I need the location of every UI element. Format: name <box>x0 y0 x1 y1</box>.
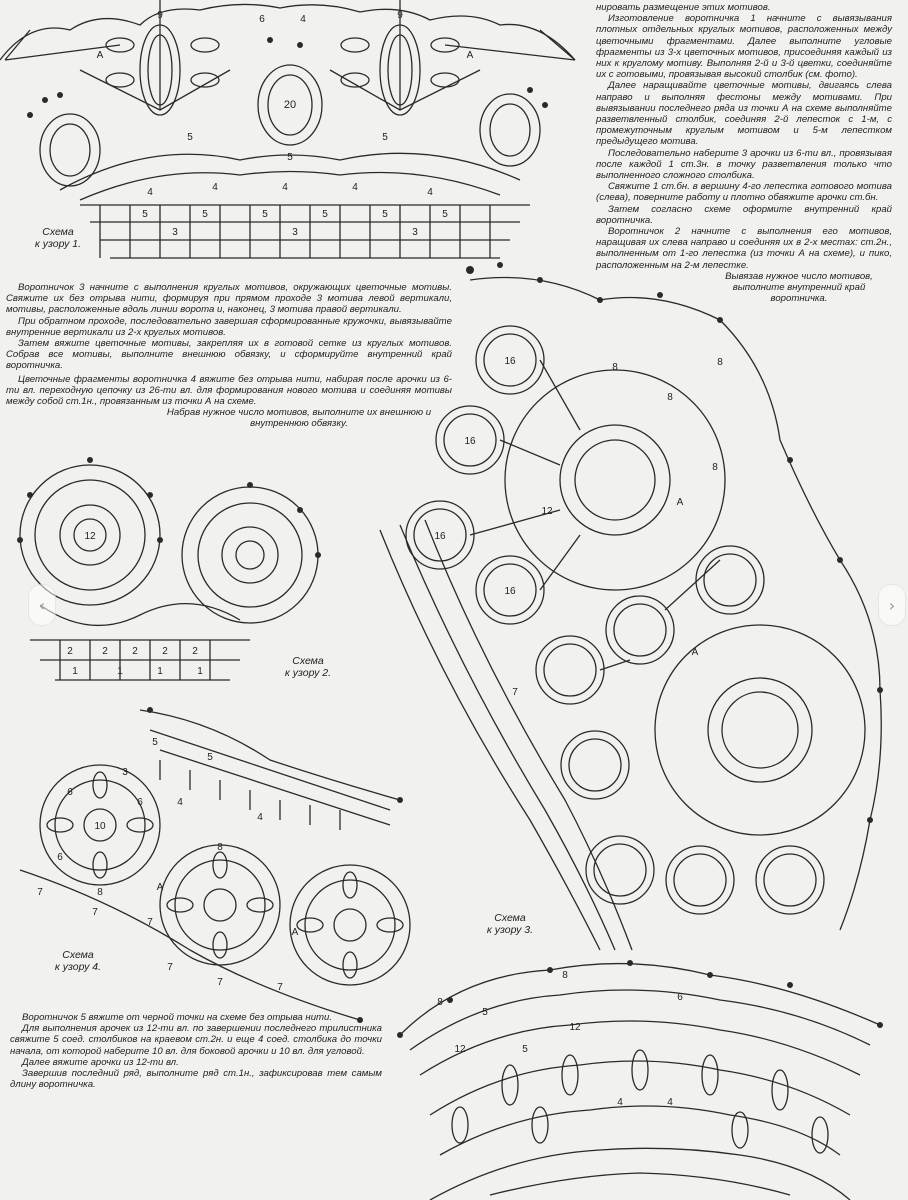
s1-num-16: 5 <box>202 209 208 220</box>
s4-num-10: 7 <box>167 962 173 973</box>
s1-num-1: 6 <box>259 14 265 25</box>
s2-num-7: 1 <box>117 666 123 677</box>
s1-num-2: 4 <box>300 14 306 25</box>
s4-num-16: A <box>291 927 299 938</box>
s1-num-7: 5 <box>187 132 193 143</box>
s1-num-22: 3 <box>292 227 298 238</box>
s5-num-3: 12 <box>569 1022 581 1033</box>
tr-para-2: Далее наращивайте цветочные мотивы, двигаясь слева направо и выполняя фестоны между мотивами. При вывязывании последнего ряда из точки А на схеме выполняйте разветвленный столбик, соединяя 2-й лепесток с 1-м, с промежуточным круглым мотивом и 5-м лепестком предыдущего мотива. <box>596 80 892 148</box>
s3-num-4: 8 <box>612 362 618 373</box>
bottom-left-text <box>10 1012 382 1090</box>
s3-num-9: A <box>691 647 699 658</box>
scheme4-caption <box>38 949 118 973</box>
s4-num-4: 6 <box>67 787 73 798</box>
scheme5-diagram <box>390 955 900 1200</box>
scheme3-caption <box>470 912 550 936</box>
s1-num-21: 3 <box>172 227 178 238</box>
s4-num-7: 7 <box>147 917 153 928</box>
s4-num-0: 10 <box>94 821 106 832</box>
s1-num-13: 4 <box>352 182 358 193</box>
tr-para-1: Изготовление воротничка 1 начните с вывязывания плотных отдельных круглых мотивов, расположенных между цветочными фрагментами. Далее выполните угловые фрагменты из 3-х цветочных мотивов, присоединяя каждый из них к круглому мотиву. Выполняя 2-й и 3-й цветки, соединяйте их с готовыми, провязывая высокий столбик (см. фото). <box>596 13 892 81</box>
s4-num-13: 4 <box>177 797 183 808</box>
s2-num-2: 2 <box>102 646 108 657</box>
s3-num-3: 16 <box>504 586 516 597</box>
tr-para-3: Последовательно наберите 3 арочки из 6-ти вл., провязывая после каждой 1 ст.3н. в точку разветвления только что выполненного сложного столбика. <box>596 147 892 182</box>
scheme4-caption-line2: к узору 4. <box>54 961 102 973</box>
ml-para-1: При обратном проходе, последовательно завершая сформированные кружочки, вывязывайте внутренние вертикали из 2-х круглых мотивов. <box>6 315 452 338</box>
scheme2-caption-line2: к узору 2. <box>284 667 332 679</box>
scheme4-diagram <box>10 700 440 1030</box>
chevron-left-icon: ‹ <box>38 595 46 615</box>
s2-num-9: 1 <box>197 666 203 677</box>
scheme2-caption <box>268 655 348 679</box>
s5-num-6: 6 <box>677 992 683 1003</box>
s5-num-8: 4 <box>667 1097 673 1108</box>
s4-num-6: 7 <box>92 907 98 918</box>
s4-num-11: 5 <box>152 737 158 748</box>
s4-num-18: 8 <box>217 842 223 853</box>
s1-num-11: 4 <box>212 182 218 193</box>
s2-num-6: 1 <box>72 666 78 677</box>
scheme1-caption-line1: Схема <box>42 226 74 238</box>
bl-para-1: Для выполнения арочек из 12-ти вл. по завершении последнего трилистника свяжите 5 соед. столбиков на краевом ст.2н. и еще 4 соед. столбика до точки начала, от которой наберите 10 вл. для боковой арочки и 10 вл. для угловой. <box>10 1023 382 1057</box>
s1-num-17: 5 <box>262 209 268 220</box>
next-page-button[interactable] <box>878 584 906 626</box>
s4-num-14: 4 <box>257 812 263 823</box>
s5-num-0: 8 <box>437 997 443 1008</box>
s1-num-14: 4 <box>427 187 433 198</box>
s5-num-5: 5 <box>522 1044 528 1055</box>
s1-num-12: 4 <box>282 182 288 193</box>
s4-num-8: 7 <box>217 977 223 988</box>
s1-num-20: 5 <box>442 209 448 220</box>
s3-num-8: 12 <box>541 506 553 517</box>
tr-para-7: Вывязав нужное число мотивов, выполните внутренний край воротничка. <box>725 270 873 305</box>
s2-num-4: 2 <box>162 646 168 657</box>
s2-num-8: 1 <box>157 666 163 677</box>
s5-num-7: 4 <box>617 1097 623 1108</box>
s1-num-9: 5 <box>382 132 388 143</box>
s1-num-8: 5 <box>287 152 293 163</box>
bl-para-2: Далее вяжите арочки из 12-ти вл. <box>22 1056 179 1068</box>
bl-para-3: Завершив последний ряд, выполните ряд ст.1н., зафиксировав тем самым длину воротничка. <box>10 1068 382 1091</box>
s3-num-10: A <box>676 497 684 508</box>
scheme3-caption-line1: Схема <box>494 912 526 924</box>
tr-para-0: нировать размещение этих мотивов. <box>596 2 771 13</box>
s3-num-6: 8 <box>712 462 718 473</box>
scheme1-caption <box>22 226 94 250</box>
s3-num-1: 16 <box>464 436 476 447</box>
scheme4-caption-line1: Схема <box>62 949 94 961</box>
scheme3-caption-line2: к узору 3. <box>486 924 534 936</box>
ml-para-0: Воротничок 3 начните с выполнения круглых мотивов, окружающих цветочные мотивы. Свяжите их без отрыва нити, формируя при прямом проходе 3 мотива левой вертикали, мотивы, расположенные вдоль линии ворота и, наконец, 3 мотива правой вертикали. <box>6 282 452 316</box>
s1-num-18: 5 <box>322 209 328 220</box>
s4-num-9: 7 <box>277 982 283 993</box>
s1-num-19: 5 <box>382 209 388 220</box>
ml-para-2: Затем вяжите цветочные мотивы, закрепляя их в готовой сетке из круглых мотивов. Собрав все мотивы, выполните внешнюю обвязку, и сформируйте внутренний край воротничка. <box>6 338 452 372</box>
s4-num-15: A <box>156 882 164 893</box>
s5-num-1: 8 <box>562 970 568 981</box>
s1-num-15: 5 <box>142 209 148 220</box>
bl-para-0: Воротничок 5 вяжите от черной точки на схеме без отрыва нити. <box>22 1012 333 1023</box>
s2-num-5: 2 <box>192 646 198 657</box>
s4-num-17: 8 <box>97 887 103 898</box>
s4-num-3: 6 <box>137 797 143 808</box>
ml-para-4: Набрав нужное число мотивов, выполните их внешнюю и внутреннюю обвязку. <box>166 407 432 430</box>
s1-num-3: 9 <box>397 10 403 21</box>
s2-num-1: 2 <box>67 646 73 657</box>
s3-num-11: 7 <box>512 687 518 698</box>
scheme1-caption-line2: к узору 1. <box>34 238 82 250</box>
s1-num-4: A <box>96 50 104 61</box>
s2-num-3: 2 <box>132 646 138 657</box>
scheme2-caption-line1: Схема <box>292 655 324 667</box>
tr-para-6: Воротничок 2 начните с выполнения его мотивов, наращивая их слева направо и соединяя их в 2-х местах: ст.2н., выполненным от 1-го лепестка (из точки А на схеме), и пико, расположенным на 2-м лепестке. <box>596 226 892 271</box>
tr-para-4: Свяжите 1 ст.бн. в вершину 4-го лепестка готового мотива (слева), поверните работу и плотно обвяжите арочки ст.бн. <box>596 181 892 204</box>
s5-num-4: 12 <box>454 1044 466 1055</box>
s3-num-0: 16 <box>504 356 516 367</box>
s1-num-10: 4 <box>147 187 153 198</box>
ml-para-3: Цветочные фрагменты воротничка 4 вяжите без отрыва нити, набирая после арочки из 6-ти вл. переходную цепочку из 26-ти вл. для формирования нового мотива и соединяя мотивы между собой ст.1н., провязанным из точки А на схеме. <box>6 373 452 408</box>
s2-num-0: 12 <box>84 531 96 542</box>
s1-num-6: 20 <box>283 99 297 111</box>
s5-num-2: 5 <box>482 1007 488 1018</box>
chevron-right-icon: › <box>888 595 896 615</box>
s1-num-0: 9 <box>157 10 163 21</box>
s3-num-5: 8 <box>667 392 673 403</box>
s1-num-23: 3 <box>412 227 418 238</box>
s4-num-5: 7 <box>37 887 43 898</box>
s4-num-1: 3 <box>122 767 128 778</box>
s4-num-2: 6 <box>57 852 63 863</box>
tr-para-5: Затем согласно схеме оформите внутренний край воротничка. <box>596 203 892 226</box>
s4-num-12: 5 <box>207 752 213 763</box>
s1-num-5: A <box>466 50 474 61</box>
prev-page-button[interactable] <box>28 584 56 626</box>
s3-num-7: 8 <box>717 357 723 368</box>
s3-num-2: 16 <box>434 531 446 542</box>
